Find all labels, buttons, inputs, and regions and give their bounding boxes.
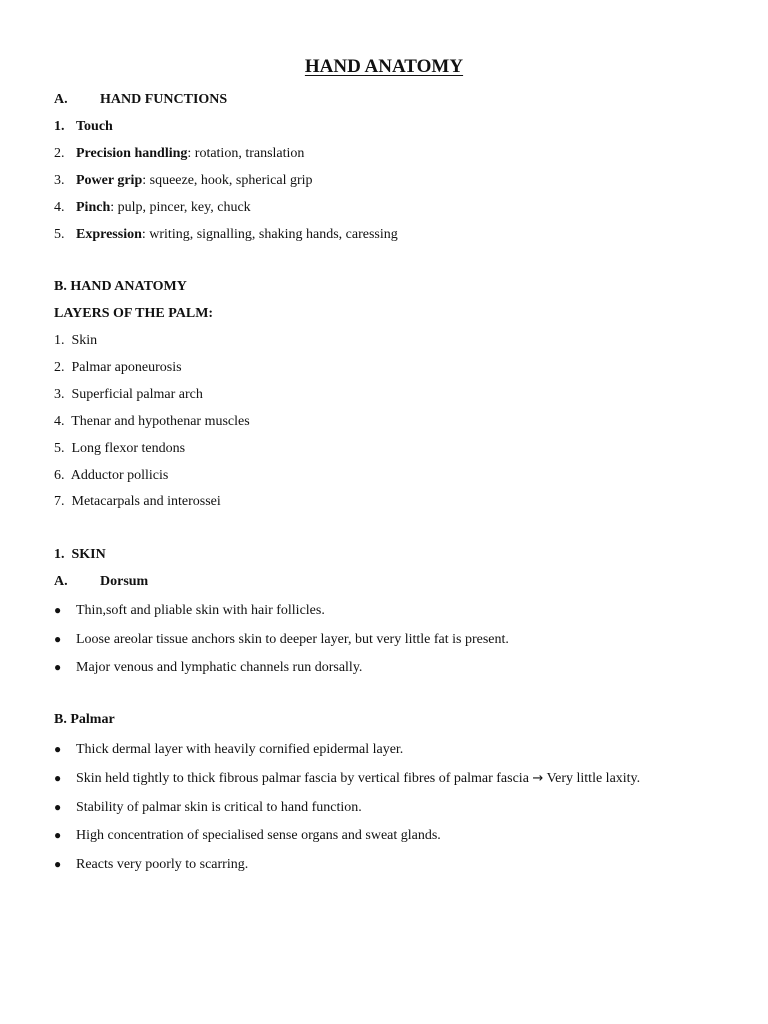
bullet-text: High concentration of specialised sense organs and sweat glands. — [76, 828, 441, 843]
function-item-5 — [54, 226, 398, 244]
layers-subheading: LAYERS OF THE PALM: — [54, 306, 214, 321]
item-number: 2. — [54, 146, 65, 161]
bullet-icon: ● — [54, 742, 62, 756]
list-item — [54, 740, 403, 759]
item-desc: : squeeze, hook, spherical grip — [142, 173, 313, 188]
list-item — [54, 769, 640, 788]
right-arrow-icon: → — [532, 771, 544, 786]
list-item — [54, 630, 509, 649]
list-item — [54, 658, 362, 677]
item-term: Touch — [76, 119, 113, 134]
item-number: 4. — [54, 200, 65, 215]
bullet-icon: ● — [54, 857, 62, 871]
layer-item: 5. Long flexor tendons — [54, 441, 186, 456]
layer-item: 3. Superficial palmar arch — [54, 387, 203, 402]
section-b-heading: B. HAND ANATOMY — [54, 279, 187, 294]
bullet-icon: ● — [54, 771, 62, 785]
function-item-2 — [54, 145, 304, 163]
dorsum-heading — [54, 573, 148, 591]
item-term: Expression — [76, 227, 142, 242]
layer-item: 2. Palmar aponeurosis — [54, 360, 182, 375]
function-item-1 — [54, 118, 113, 136]
bullet-icon: ● — [54, 632, 62, 646]
item-desc: : rotation, translation — [187, 146, 305, 161]
bullet-icon: ● — [54, 800, 62, 814]
item-term: Precision handling — [76, 146, 188, 161]
bullet-text: Thick dermal layer with heavily cornified epidermal layer. — [76, 742, 404, 757]
layer-item: 7. Metacarpals and interossei — [54, 494, 221, 509]
section-a-title: HAND FUNCTIONS — [100, 92, 228, 107]
item-desc: : writing, signalling, shaking hands, caressing — [141, 227, 398, 242]
layer-item: 6. Adductor pollicis — [54, 468, 169, 483]
list-item — [54, 601, 325, 620]
dorsum-label: A. — [54, 574, 68, 589]
function-item-3 — [54, 172, 313, 190]
item-number: 5. — [54, 227, 65, 242]
layer-item: 4. Thenar and hypothenar muscles — [54, 414, 250, 429]
page-title: HAND ANATOMY — [304, 56, 464, 77]
bullet-text-tail: Very little laxity. — [546, 771, 641, 786]
bullet-text: Reacts very poorly to scarring. — [76, 857, 249, 872]
bullet-icon: ● — [54, 828, 62, 842]
skin-heading: 1. SKIN — [54, 547, 106, 562]
layer-item: 1. Skin — [54, 333, 98, 348]
bullet-text: Stability of palmar skin is critical to hand function. — [76, 800, 362, 815]
bullet-text: Major venous and lymphatic channels run dorsally. — [76, 660, 363, 675]
section-a-label: A. — [54, 92, 68, 107]
item-desc: : pulp, pincer, key, chuck — [110, 200, 251, 215]
list-item — [54, 826, 441, 845]
section-a-heading — [54, 91, 227, 109]
bullet-text: Loose areolar tissue anchors skin to deeper layer, but very little fat is present. — [76, 632, 509, 647]
palmar-heading: B. Palmar — [54, 712, 115, 727]
bullet-icon: ● — [54, 660, 62, 674]
item-term: Pinch — [76, 200, 111, 215]
bullet-icon: ● — [54, 603, 62, 617]
bullet-text: Thin,soft and pliable skin with hair follicles. — [76, 603, 325, 618]
item-term: Power grip — [76, 173, 143, 188]
item-number: 1. — [54, 119, 65, 134]
list-item — [54, 855, 248, 874]
bullet-text: Skin held tightly to thick fibrous palmar fascia by vertical fibres of palmar fascia — [76, 771, 529, 786]
item-number: 3. — [54, 173, 65, 188]
function-item-4 — [54, 199, 251, 217]
list-item — [54, 798, 362, 817]
dorsum-title: Dorsum — [100, 574, 149, 589]
